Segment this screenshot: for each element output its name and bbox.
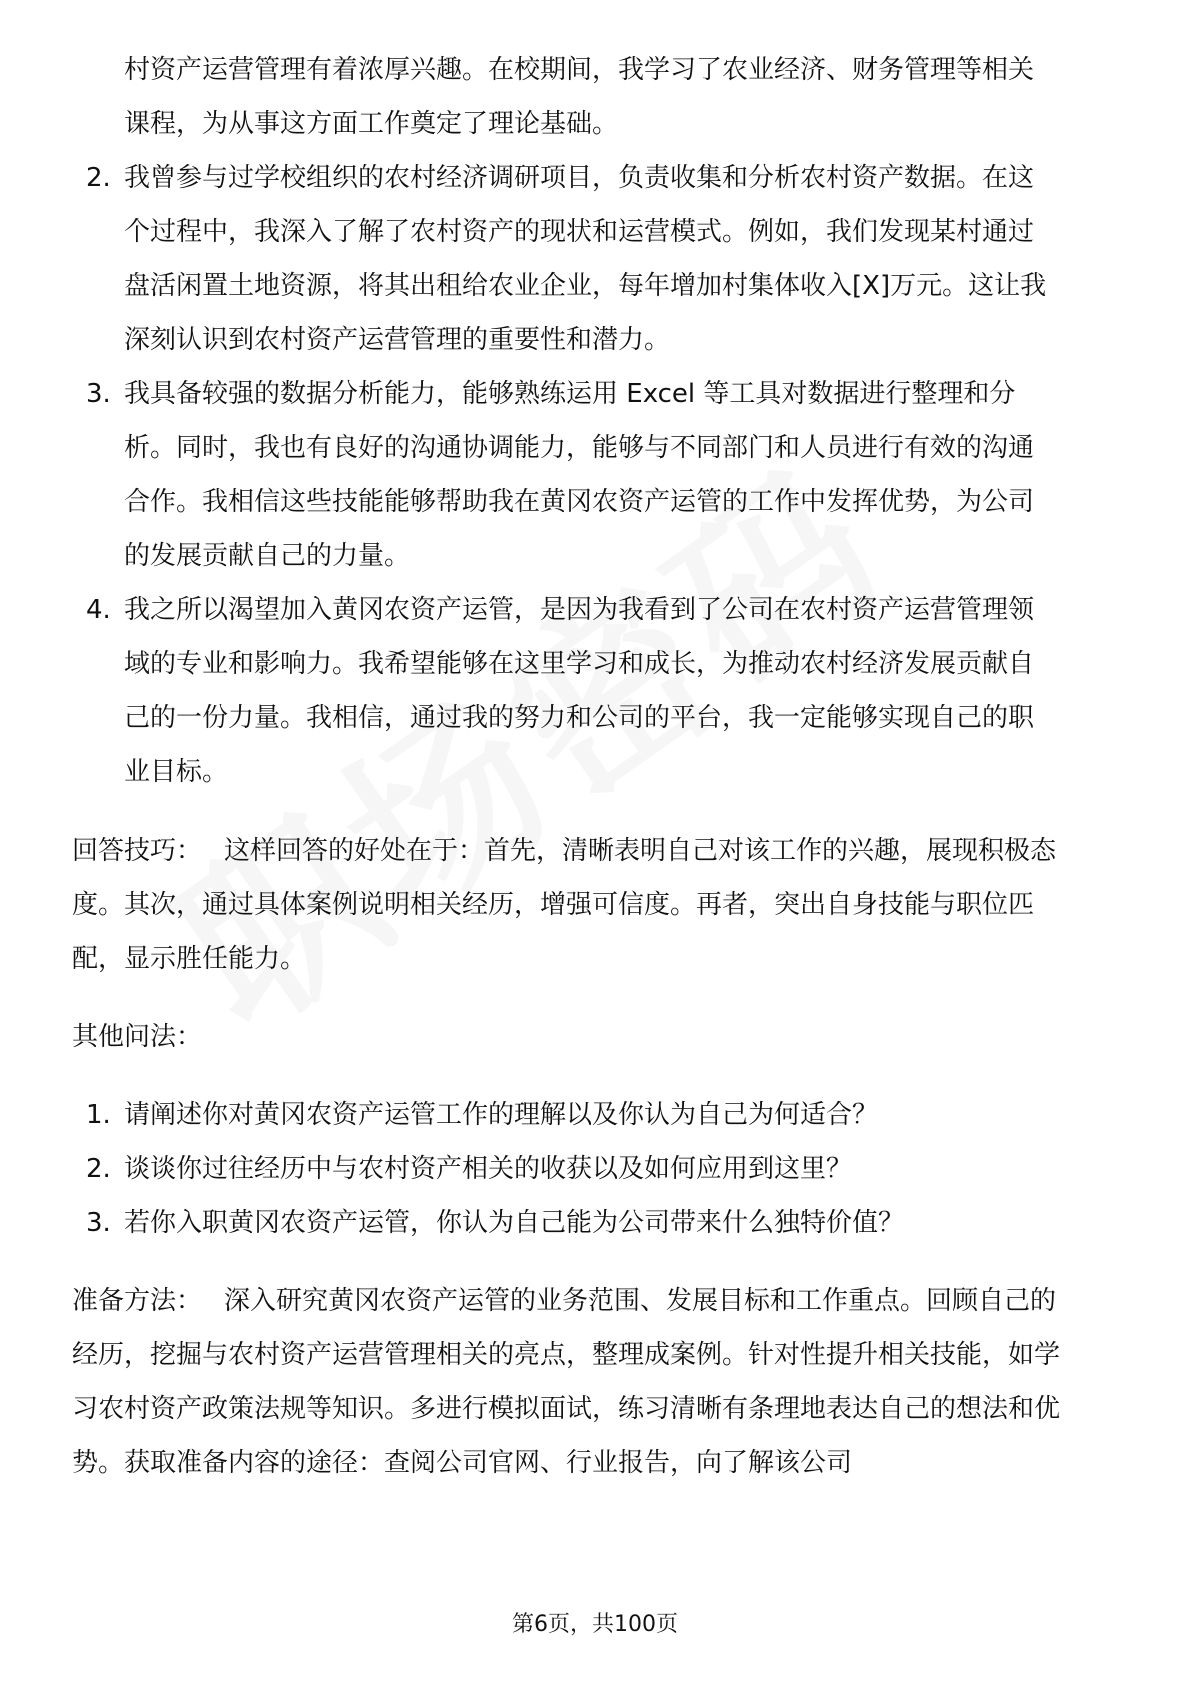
list-item-number: 2. [86,1154,111,1184]
list-item-number: 2. [86,163,111,193]
list-item [72,367,1049,583]
list-item-number: 3. [86,1208,111,1238]
list-item [72,1142,1122,1196]
other-questions-list [72,1088,1122,1250]
list-item [72,43,1039,151]
list-item [72,151,1049,367]
answer-tips [72,824,1062,986]
answer-list [72,43,1122,799]
preparation-method [72,1274,1062,1490]
list-item-number: 1. [86,1100,111,1130]
page-number: 第6页，共100页 [512,1612,678,1637]
list-item-text: 我曾参与过学校组织的农村经济调研项目，负责收集和分析农村资产数据。在这个过程中，我深入了解了农村资产的现状和运营模式。例如，我们发现某村通过盘活闲置土地资源，将其出租给农业企业，每年增加村集体收入[X]万元。这让我深刻认识到农村资产运营管理的重要性和潜力。 [124,163,1047,355]
list-item-text: 请阐述你对黄冈农资产运管工作的理解以及你认为自己为何适合？ [124,1100,879,1130]
list-item-text: 我之所以渴望加入黄冈农资产运管，是因为我看到了公司在农村资产运营管理领域的专业和影响力。我希望能够在这里学习和成长，为推动农村经济发展贡献自己的一份力量。我相信，通过我的努力和公司的平台，我一定能够实现自己的职业目标。 [124,595,1035,787]
page-footer [0,1610,1190,1640]
list-item-number: 4. [86,595,111,625]
list-item-number: 3. [86,379,111,409]
list-item [72,1196,1122,1250]
list-item-text: 谈谈你过往经历中与农村资产相关的收获以及如何应用到这里？ [124,1154,853,1184]
list-item-text: 村资产运营管理有着浓厚兴趣。在校期间，我学习了农业经济、财务管理等相关课程，为从事这方面工作奠定了理论基础。 [124,55,1035,139]
list-item [72,1088,1122,1142]
tips-label: 回答技巧： [72,836,203,866]
document-body [72,43,1122,1490]
list-item-text: 我具备较强的数据分析能力，能够熟练运用 Excel 等工具对数据进行整理和分析。同时，我也有良好的沟通协调能力，能够与不同部门和人员进行有效的沟通合作。我相信这些技能能够帮助我在黄冈农资产运管的工作中发挥优势，为公司的发展贡献自己的力量。 [124,379,1035,571]
tips-text: 这样回答的好处在于：首先，清晰表明自己对该工作的兴趣，展现积极态度。其次，通过具体案例说明相关经历，增强可信度。再者，突出自身技能与职位匹配，显示胜任能力。 [72,836,1057,974]
preparation-text: 深入研究黄冈农资产运管的业务范围、发展目标和工作重点。回顾自己的经历，挖掘与农村资产运营管理相关的亮点，整理成案例。针对性提升相关技能，如学习农村资产政策法规等知识。多进行模拟面试，练习清晰有条理地表达自己的想法和优势。获取准备内容的途径：查阅公司官网、行业报告，向了解该公司 [72,1286,1061,1478]
list-item [72,583,1049,799]
other-questions-heading: 其他问法： [72,1022,203,1052]
preparation-label: 准备方法： [72,1286,203,1316]
list-item-text: 若你入职黄冈农资产运管，你认为自己能为公司带来什么独特价值？ [124,1208,905,1238]
